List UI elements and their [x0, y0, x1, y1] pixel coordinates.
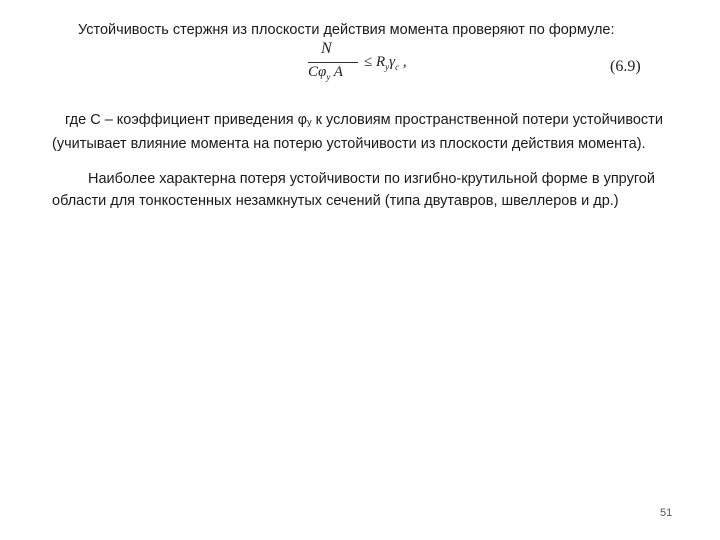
fraction-bar	[308, 62, 358, 63]
typical-paragraph: Наиболее характерна потеря устойчивости по изгибно-крутильной форме в упругой области для тонкостенных незамкнутых сечений (типа двутавров, швеллеров и др.)	[52, 171, 655, 209]
formula-denominator: $C\varphi_y$ A	[308, 64, 343, 82]
intro-paragraph: Устойчивость стержня из плоскости действия момента проверяют по формуле:	[78, 22, 615, 38]
where-paragraph: где С – коэффициент приведения φy к условиям пространственной потери устойчивости (учитывает влияние момента на потерю устойчивости из плоскости действия момента).	[52, 112, 663, 152]
formula-right-side: ≤ $R_y\gamma_c$ ,	[364, 54, 407, 72]
formula-numerator: N	[321, 40, 332, 57]
page-number: 51	[660, 507, 673, 519]
formula-6-9	[300, 40, 460, 88]
formula-fraction	[308, 40, 362, 88]
equation-number: (6.9)	[610, 58, 641, 75]
